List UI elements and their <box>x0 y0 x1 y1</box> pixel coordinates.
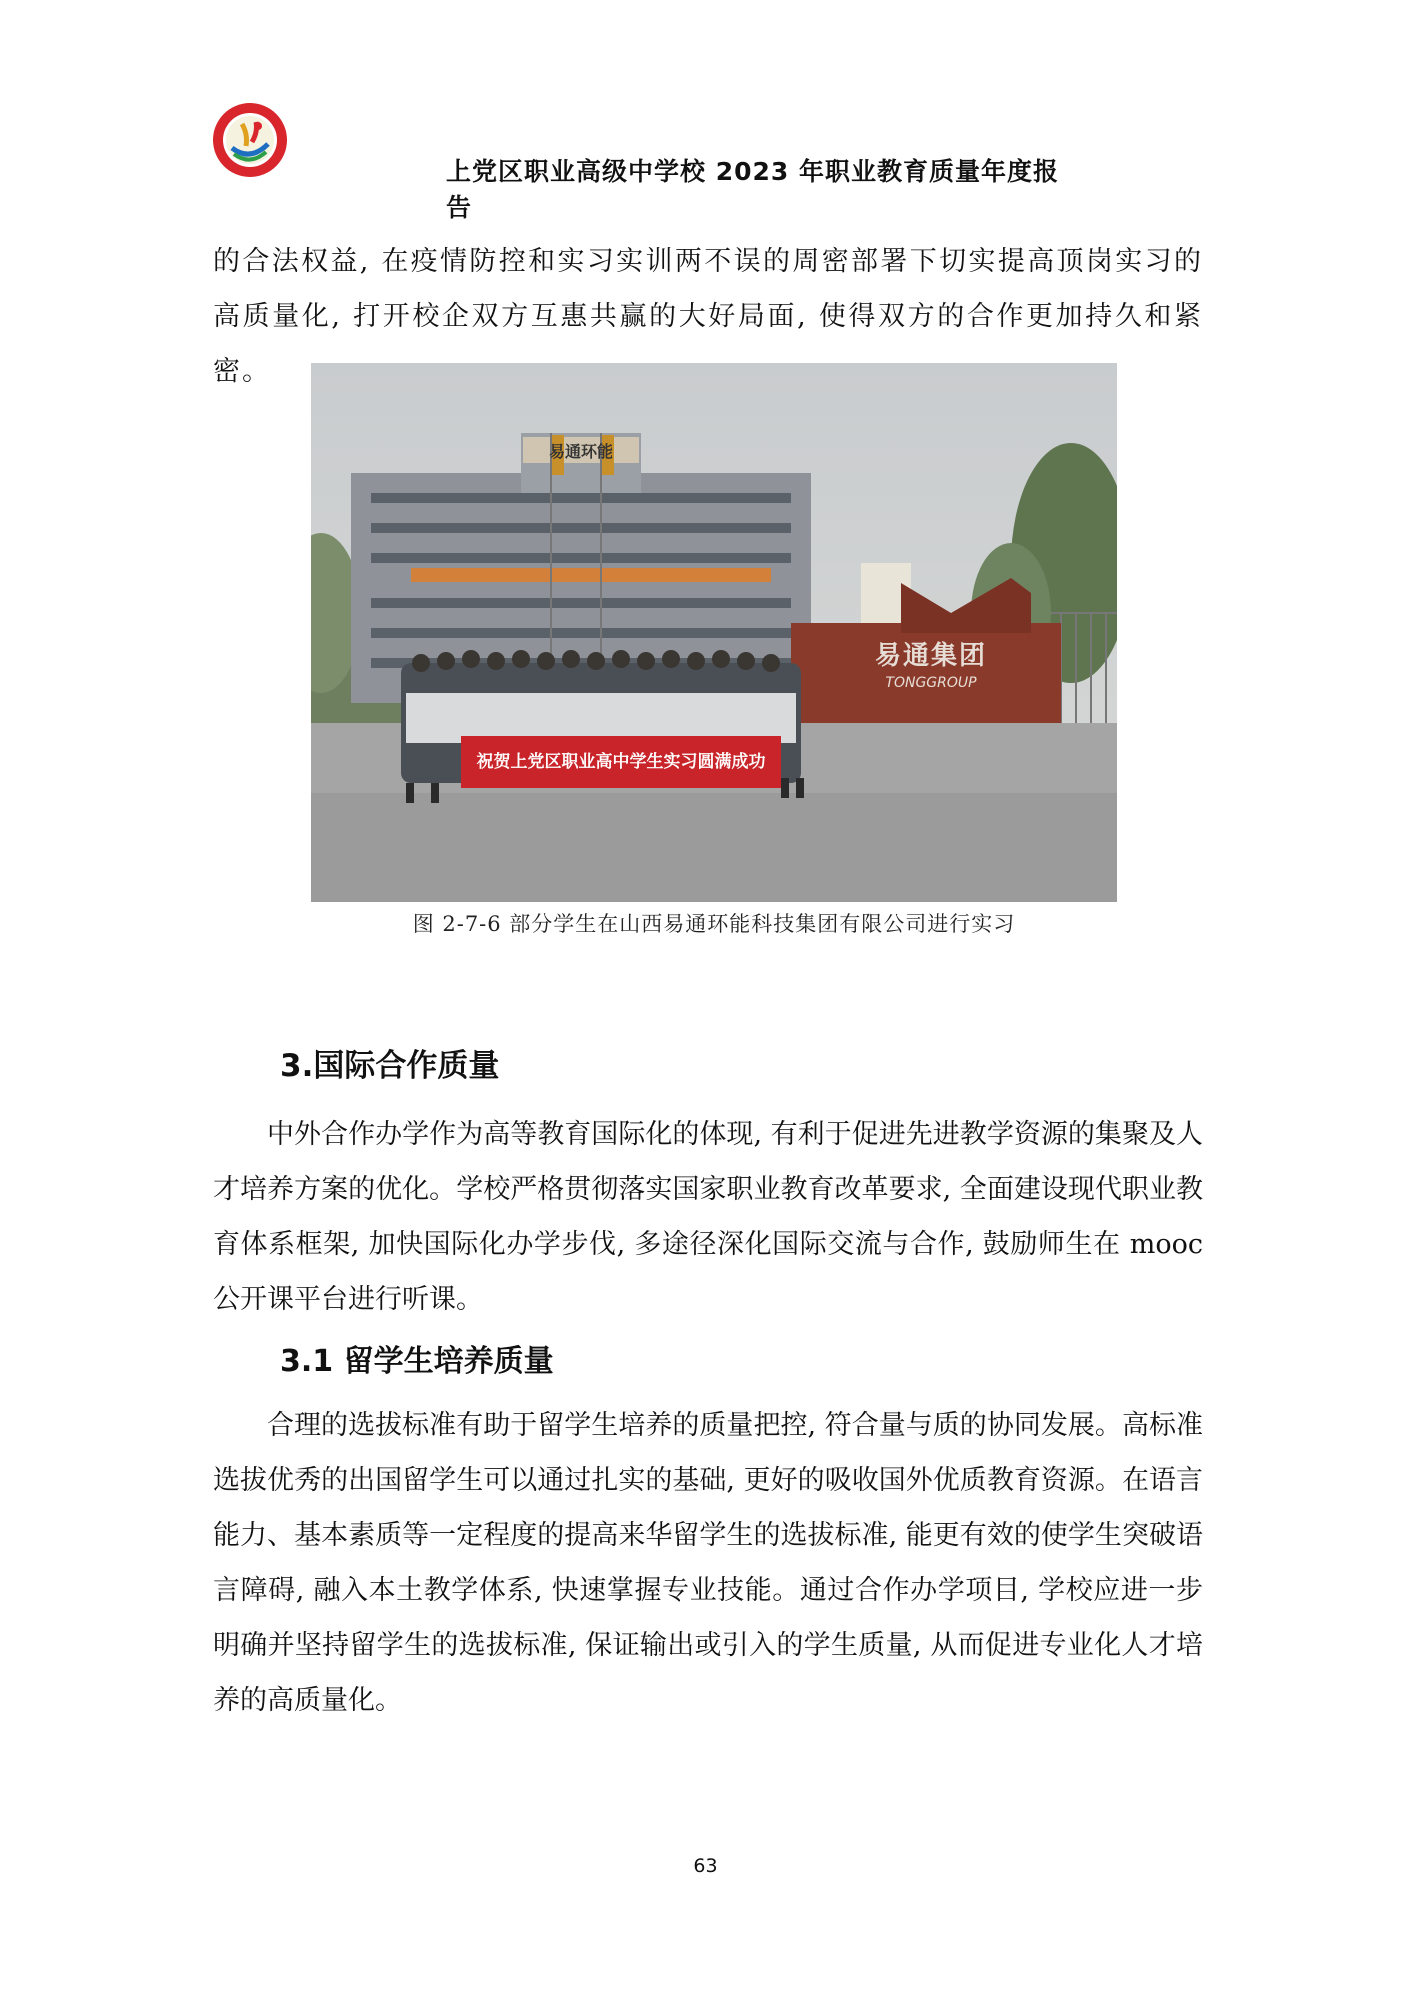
page-number: 63 <box>693 1855 718 1877</box>
subsection-heading: 3.1 留学生培养质量 <box>280 1344 554 1379</box>
company-sign-text: 易通集团 <box>874 641 987 671</box>
section-paragraph: 中外合作办学作为高等教育国际化的体现, 有利于促进先进教学资源的集聚及人才培养方案的优化。学校严格贯彻落实国家职业教育改革要求, 全面建设现代职业教育体系框架, 加快国际化办学步伐, 多途径深化国际交流与合作, 鼓励师生在 mooc 公开课平台进行听课。 <box>213 1119 1203 1315</box>
figure-caption: 图 2-7-6 部分学生在山西易通环能科技集团有限公司进行实习 <box>412 912 1016 936</box>
internship-group-photo <box>311 363 1117 902</box>
company-sign-en-text: TONGGROUP <box>885 675 977 691</box>
section-heading: 3.国际合作质量 <box>280 1048 500 1084</box>
subsection-paragraph: 合理的选拔标准有助于留学生培养的质量把控, 符合量与质的协同发展。高标准选拔优秀的出国留学生可以通过扎实的基础, 更好的吸收国外优质教育资源。在语言能力、基本素质等一定程度的提高来华留学生的选拔标准, 能更有效的使学生突破语言障碍, 融入本土教学体系, 快速掌握专业技能。通过合作办学项目, 学校应进一步明确并坚持留学生的选拔标准, 保证输出或引入的学生质量, 从而促进专业化人才培养的高质量化。 <box>213 1410 1203 1716</box>
congratulation-banner-text: 祝贺上党区职业高中学生实习圆满成功 <box>476 752 766 772</box>
report-header-title: 上党区职业高级中学校 2023 年职业教育质量年度报告 <box>446 157 1059 222</box>
building-sign-text: 易通环能 <box>548 442 613 461</box>
intro-paragraph: 的合法权益, 在疫情防控和实习实训两不误的周密部署下切实提高顶岗实习的高质量化, 打开校企双方互惠共赢的大好局面, 使得双方的合作更加持久和紧密。 <box>213 246 1203 387</box>
school-logo <box>212 102 288 178</box>
